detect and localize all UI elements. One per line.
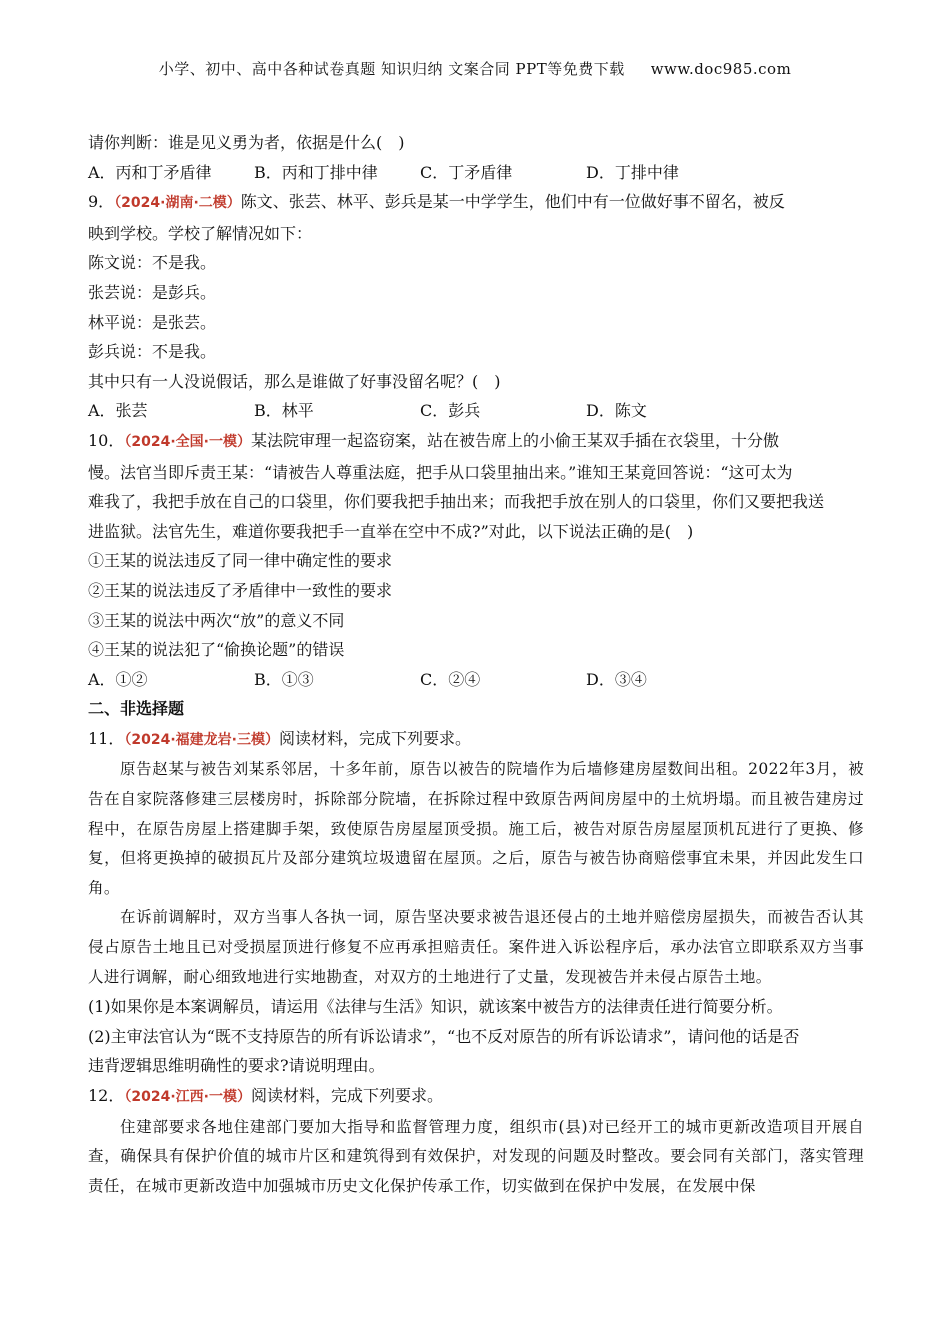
q8-option-a: A．丙和丁矛盾律 (88, 162, 212, 182)
q9-stem (88, 187, 864, 219)
q9-option-a: A．张芸 (88, 401, 148, 421)
section-title: 二、非选择题 (88, 699, 185, 719)
q11-material-paragraph: 在诉前调解时，双方当事人各执一词，原告坚决要求被告退还侵占的土地并赔偿房屋损失，而被告否认其侵占原告土地且已对受损屋顶进行修复不应再承担赔责任。案件进入诉讼程序后，承办法官立即联系双方当事人进行调解，耐心细致地进行实地勘查，对双方的土地进行了丈量，发现被告并未侵占原告土地。 (88, 908, 864, 986)
q9-statement: 张芸说：是彭兵。 (88, 282, 217, 302)
header-url[interactable]: www.doc985.com (650, 60, 792, 78)
q8-option-c: C．丁矛盾律 (420, 162, 513, 182)
q11-number: 11． (88, 728, 125, 748)
q12-intro: 阅读材料，完成下列要求。 (250, 1086, 443, 1105)
q10-stem-line3: 难我了，我把手放在自己的口袋里，你们要我把手抽出来；而我把手放在别人的口袋里，你们又要把我送 (88, 492, 825, 512)
q9-statement: 陈文说：不是我。 (88, 253, 217, 273)
q12-material-paragraph: 住建部要求各地住建部门要加大指导和监督管理力度，组织市(县)对已经开工的城市更新改造项目开展自查，确保具有保护价值的城市片区和建筑得到有效保护，对发现的问题及时整改。要会同有关部门，落实管理责任，在城市更新改造中加强城市历史文化保护传承工作，切实做到在保护中发展，在发展中保 (88, 1117, 864, 1195)
q9-stem-line2: 映到学校。学校了解情况如下： (88, 223, 313, 243)
q8-options (88, 158, 864, 188)
q10-options (88, 665, 864, 695)
q9-option-d: D．陈文 (586, 401, 647, 421)
q10-option-c: C．②④ (420, 669, 481, 689)
q12-number: 12． (88, 1086, 125, 1105)
q8-option-d: D．丁排中律 (586, 162, 679, 182)
q12-stem (88, 1081, 864, 1113)
q10-statement: ②王某的说法违反了矛盾律中一致性的要求 (88, 580, 393, 600)
q8-option-b: B．丙和丁排中律 (254, 162, 378, 182)
q9-number: 9． (88, 192, 115, 212)
header-text: 小学、初中、高中各种试卷真题 知识归纳 文案合同 PPT等免费下载 (158, 60, 625, 78)
q10-source: （2024·全国·一模） (124, 433, 251, 450)
q9-option-b: B．林平 (254, 401, 314, 421)
document-body (88, 128, 864, 1201)
q10-statement: ③王某的说法中两次“放”的意义不同 (88, 610, 345, 630)
q9-source: （2024·湖南·二模） (114, 195, 241, 212)
q9-question: 其中只有一人没说假话，那么是谁做了好事没留名呢？( ) (88, 371, 501, 391)
q10-option-d: D．③④ (586, 669, 647, 689)
q10-stem (88, 426, 864, 458)
q10-option-b: B．①③ (254, 669, 314, 689)
q11-intro: 阅读材料，完成下列要求。 (278, 728, 471, 748)
q10-statement: ①王某的说法违反了同一律中确定性的要求 (88, 551, 393, 571)
q9-statement: 彭兵说：不是我。 (88, 342, 217, 362)
q11-material-paragraph: 原告赵某与被告刘某系邻居，十多年前，原告以被告的院墙作为后墙修建房屋数间出租。2022年3月，被告在自家院落修建三层楼房时，拆除部分院墙，在拆除过程中致原告两间房屋中的土炕坍塌。而且被告建房过程中，在原告房屋上搭建脚手架，致使原告房屋屋顶受损。施工后，被告对原告房屋屋顶机瓦进行了更换、修复，但将更换掉的破损瓦片及部分建筑垃圾遗留在屋顶。之后，原告与被告协商赔偿事宜未果，并因此发生口角。 (88, 760, 864, 897)
q11-subquestion-2-line2: 违背逻辑思维明确性的要求?请说明理由。 (88, 1056, 385, 1076)
q9-option-c: C．彭兵 (420, 401, 481, 421)
q10-stem-line1: 某法院审理一起盗窃案，站在被告席上的小偷王某双手插在衣袋里，十分傲 (250, 430, 779, 450)
q8-question: 请你判断：谁是见义勇为者，依据是什么( ) (88, 133, 405, 152)
q11-source: （2024·福建龙岩·三模） (124, 731, 279, 748)
page-header (0, 58, 950, 79)
q10-stem-line4: 进监狱。法官先生，难道你要我把手一直举在空中不成?”对此，以下说法正确的是( ) (88, 521, 694, 541)
q9-options (88, 396, 864, 426)
q11-subquestion-1: (1)如果你是本案调解员，请运用《法律与生活》知识，就该案中被告方的法律责任进行简要分析。 (88, 997, 783, 1017)
q9-statement: 林平说：是张芸。 (88, 312, 217, 332)
q10-option-a: A．①② (88, 669, 148, 689)
q11-subquestion-2-line1: (2)主审法官认为“既不支持原告的所有诉讼请求”，“也不反对原告的所有诉讼请求”，请问他的话是否 (88, 1026, 800, 1046)
q10-stem-line2: 慢。法官当即斥责王某：“请被告人尊重法庭，把手从口袋里抽出来。”谁知王某竟回答说：“这可太为 (88, 462, 793, 482)
q11-stem (88, 724, 864, 756)
q10-number: 10． (88, 430, 125, 450)
q9-stem-line1: 陈文、张芸、林平、彭兵是某一中学学生，他们中有一位做好事不留名，被反 (240, 192, 785, 212)
q12-source: （2024·江西·一模） (124, 1089, 251, 1105)
q10-statement: ④王某的说法犯了“偷换论题”的错误 (88, 640, 345, 660)
